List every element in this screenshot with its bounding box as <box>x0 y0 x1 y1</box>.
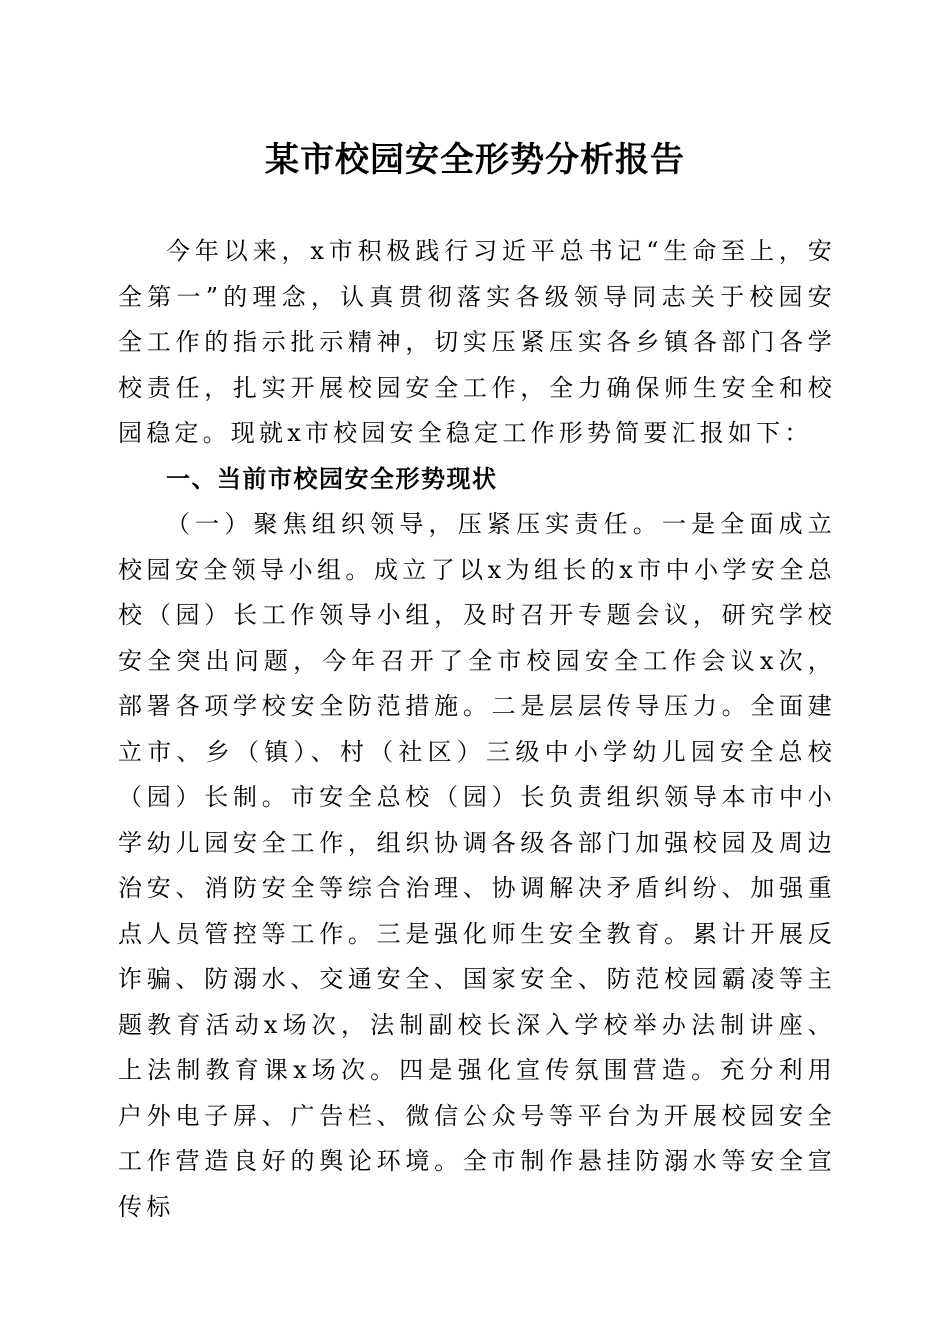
subsection-body: 一是全面成立校园安全领导小组。成立了以x为组长的x市中小学安全总校（园）长工作领导小组，及时召开专题会议，研究学校安全突出问题，今年召开了全市校园安全工作会议x次，部署各项学校安全防范措施。二是层层传导压力。全面建立市、乡（镇）、村（社区）三级中小学幼儿园安全总校（园）长制。市安全总校（园）长负责组织领导本市中小学幼儿园安全工作，组织协调各级各部门加强校园及周边治安、消防安全等综合治理、协调解决矛盾纠纷、加强重点人员管控等工作。三是强化师生安全教育。累计开展反诈骗、防溺水、交通安全、国家安全、防范校园霸凌等主题教育活动x场次，法制副校长深入学校举办法制讲座、上法制教育课x场次。四是强化宣传氛围营造。充分利用户外电子屏、广告栏、微信公众号等平台为开展校园安全工作营造良好的舆论环境。全市制作悬挂防溺水等安全宣传标 <box>118 510 836 1221</box>
document-title: 某市校园安全形势分析报告 <box>265 140 685 180</box>
section-heading: 一、当前市校园安全形势现状 <box>166 464 498 493</box>
document-body <box>118 229 836 1230</box>
subsection-paragraph <box>118 502 836 1230</box>
subsection-heading: （一）聚焦组织领导，压紧压实责任。 <box>166 510 662 538</box>
intro-paragraph: 今年以来，x市积极践行习近平总书记“生命至上，安全第一”的理念，认真贯彻落实各级领导同志关于校园安全工作的指示批示精神，切实压紧压实各乡镇各部门各学校责任，扎实开展校园安全工作，全力确保师生安全和校园稳定。现就x市校园安全稳定工作形势简要汇报如下： <box>118 237 836 447</box>
